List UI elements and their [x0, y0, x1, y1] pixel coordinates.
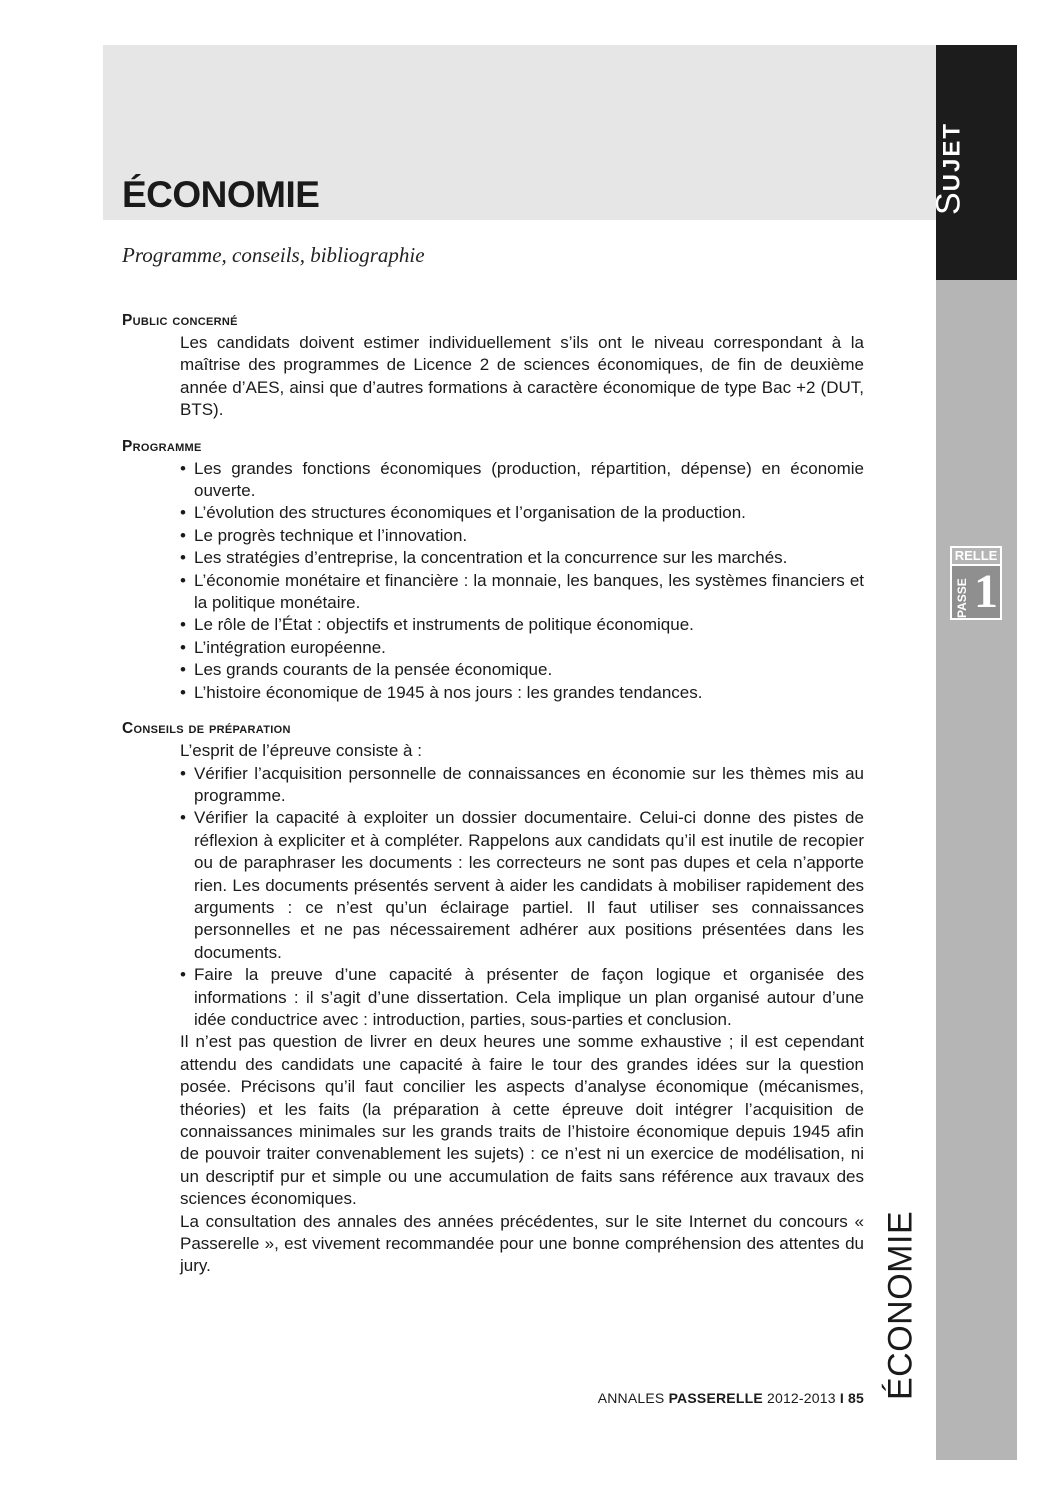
sujet-label	[929, 122, 968, 215]
logo-number: 1	[974, 565, 998, 618]
programme-body	[180, 458, 864, 704]
page-number: 85	[848, 1390, 864, 1406]
footer-separator: I	[839, 1390, 844, 1406]
economie-side-label: ÉCONOMIE	[881, 1210, 920, 1400]
list-item: • L’économie monétaire et financière : la monnaie, les banques, les systèmes financiers et la politique monétaire.	[180, 570, 864, 615]
list-item: • Faire la preuve d’une capacité à présenter de façon logique et organisée des informations : il s’agit d’une dissertation. Cela implique un plan organisé autour d’une idée conductrice avec : introduction, parties, sous-parties et conclusion.	[180, 964, 864, 1031]
list-item: • L’évolution des structures économiques et l’organisation de la production.	[180, 502, 864, 524]
logo-top-text: RELLE	[952, 548, 1000, 566]
conseils-paragraph-2: La consultation des annales des années précédentes, sur le site Internet du concours « Passerelle », est vivement recommandée pour une bonne compréhension des attentes du jury.	[180, 1211, 864, 1276]
conseils-body	[180, 740, 864, 1278]
programme-list	[180, 458, 864, 704]
list-item: • L’intégration européenne.	[180, 637, 864, 659]
public-heading: Public concerné	[122, 312, 238, 329]
passerelle-logo	[950, 546, 1002, 620]
conseils-list	[180, 763, 864, 1032]
public-text: Les candidats doivent estimer individuellement s’ils ont le niveau correspondant à la maîtrise des programmes de Licence 2 de sciences économiques, de fin de deuxième année d’AES, ainsi que d’autres formations à caractère économique de type Bac +2 (DUT, BTS).	[180, 333, 864, 420]
footer-annales: ANNALES	[597, 1390, 665, 1406]
public-body	[180, 332, 864, 422]
sujet-first-letter: S	[929, 191, 968, 215]
main-content	[122, 310, 864, 1278]
list-item: • L’histoire économique de 1945 à nos jours : les grandes tendances.	[180, 682, 864, 704]
page-title: ÉCONOMIE	[122, 174, 320, 215]
footer-years: 2012-2013	[766, 1390, 836, 1406]
list-item: • Les stratégies d’entreprise, la concentration et la concurrence sur les marchés.	[180, 547, 864, 569]
footer-brand: PASSERELLE	[668, 1390, 763, 1406]
conseils-heading: Conseils de préparation	[122, 720, 291, 738]
page-subtitle: Programme, conseils, bibliographie	[122, 243, 425, 267]
conseils-intro: L’esprit de l’épreuve consiste à :	[180, 741, 422, 761]
page-footer	[598, 1390, 864, 1406]
sujet-rest: UJET	[938, 121, 966, 192]
programme-heading: Programme	[122, 437, 202, 455]
list-item: • Le rôle de l’État : objectifs et instruments de politique économique.	[180, 614, 864, 636]
conseils-paragraph-1: Il n’est pas question de livrer en deux heures une somme exhaustive ; il est cependant attendu des candidats une capacité à faire le tour des grandes idées sur la question posée. Précisons qu’il faut concilier les aspects d’analyse économique (mécanismes, théories) et les faits (la préparation à cette épreuve doit intégrer l’acquisition de connaissances minimales sur les grands traits de l’histoire économique depuis 1945 afin de pouvoir traiter convenablement les sujets) : ce n’est ni un exercice de modélisation, ni un descriptif pur et simple ou une accumulation de faits sans référence aux travaux des sciences économiques.	[180, 1032, 864, 1209]
list-item: • Vérifier la capacité à exploiter un dossier documentaire. Celui-ci donne des pistes de réflexion à expliciter et à compléter. Rappelons aux candidats qu’il est inutile de recopier ou de paraphraser les documents : les correcteurs ne sont pas dupes et cela n’apporte rien. Les documents présentés servent à aider les candidats à mobiliser rapidement des arguments : ce n’est qu’un éclairage partiel. Il faut utiliser ses connaissances personnelles et ne pas nécessairement adhérer aux positions présentées dans les documents.	[180, 807, 864, 964]
list-item: • Vérifier l’acquisition personnelle de connaissances en économie sur les thèmes mis au programme.	[180, 763, 864, 808]
list-item: • Le progrès technique et l’innovation.	[180, 525, 864, 547]
sidebar-gray-strip	[936, 280, 1017, 1460]
list-item: • Les grandes fonctions économiques (production, répartition, dépense) en économie ouverte.	[180, 458, 864, 503]
list-item: • Les grands courants de la pensée économique.	[180, 659, 864, 681]
logo-side-text: PASSE	[955, 578, 969, 618]
